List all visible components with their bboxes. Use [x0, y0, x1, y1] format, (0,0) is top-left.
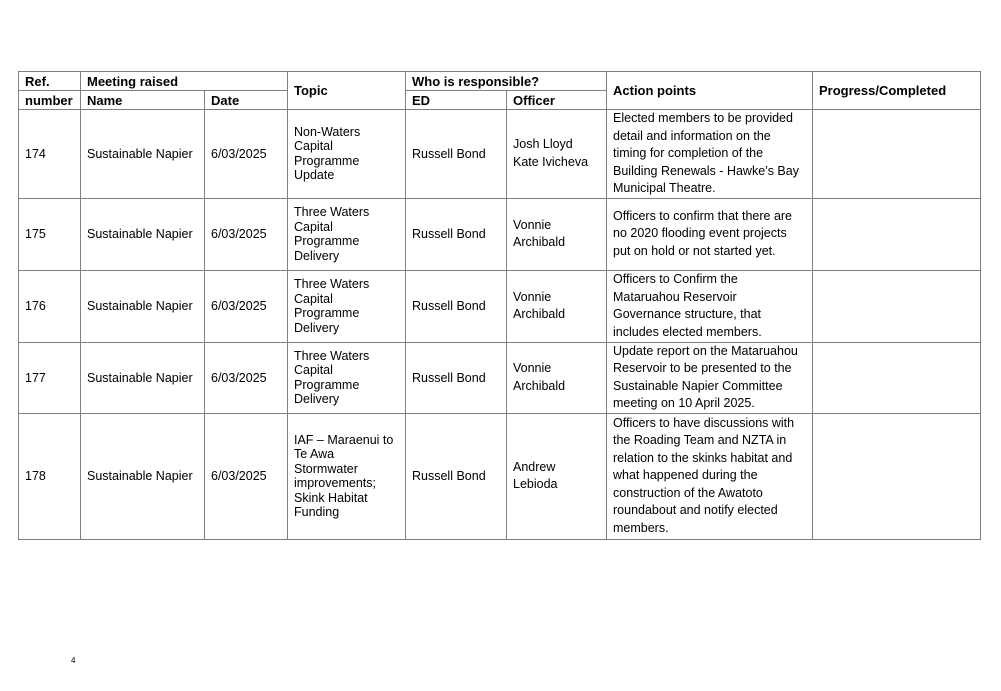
- topic-cell-line: Capital: [294, 291, 333, 306]
- officer-cell: [507, 413, 607, 539]
- progress-cell: [813, 413, 981, 539]
- officer-cell-line: Vonnie: [513, 361, 552, 375]
- ref-cell: 175: [19, 198, 81, 270]
- table-row: [19, 110, 981, 199]
- action-cell: Elected members to be provided detail and information on the timing for completion of the Building Renewals - Hawke’s Bay Municipal Theatre.: [607, 110, 813, 199]
- progress-cell: [813, 198, 981, 270]
- topic-cell-line: Delivery: [294, 320, 340, 335]
- topic-cell: [288, 342, 406, 413]
- table-row: [19, 413, 981, 539]
- page-number: 4: [71, 656, 76, 665]
- date-cell: 6/03/2025: [205, 342, 288, 413]
- officer-cell-line: Archibald: [513, 235, 566, 249]
- name-cell: Sustainable Napier: [81, 413, 205, 539]
- date-cell: 6/03/2025: [205, 413, 288, 539]
- topic-cell-line: Stormwater: [294, 461, 358, 476]
- progress-cell: [813, 110, 981, 199]
- ed-cell: Russell Bond: [406, 342, 507, 413]
- topic-cell-line: IAF – Maraenui to: [294, 432, 394, 447]
- topic-cell-line: Programme: [294, 234, 360, 248]
- topic-cell-line: Programme: [294, 306, 360, 320]
- ref-cell: 178: [19, 413, 81, 539]
- officer-cell-line: Kate Ivicheva: [513, 154, 589, 169]
- progress-cell: [813, 270, 981, 342]
- progress-cell: [813, 342, 981, 413]
- officer-cell-line: Andrew: [513, 459, 556, 474]
- topic-cell-line: Skink Habitat: [294, 490, 368, 505]
- ref-cell: 176: [19, 270, 81, 342]
- name-cell: Sustainable Napier: [81, 342, 205, 413]
- topic-cell-line: Non-Waters: [294, 124, 361, 139]
- topic-cell-line: Programme: [294, 153, 360, 168]
- officer-cell: [507, 198, 607, 270]
- topic-cell-line: Three Waters: [294, 277, 370, 291]
- header-topic: Topic: [288, 72, 406, 110]
- action-cell: Officers to confirm that there are no 2020 flooding event projects put on hold or not started yet.: [607, 198, 813, 270]
- ref-cell: 177: [19, 342, 81, 413]
- topic-cell-line: Programme: [294, 377, 360, 392]
- header-progress: Progress/Completed: [813, 72, 981, 110]
- date-cell: 6/03/2025: [205, 110, 288, 199]
- ref-cell: 174: [19, 110, 81, 199]
- ed-cell: Russell Bond: [406, 110, 507, 199]
- action-cell: Update report on the Mataruahou Reservoir to be presented to the Sustainable Napier Committee meeting on 10 April 2025.: [607, 342, 813, 413]
- header-number: number: [19, 91, 81, 110]
- topic-cell: [288, 270, 406, 342]
- header-date: Date: [205, 91, 288, 110]
- ed-cell: Russell Bond: [406, 270, 507, 342]
- topic-cell: [288, 413, 406, 539]
- topic-cell-line: Three Waters: [294, 205, 370, 219]
- topic-cell-line: Te Awa: [294, 447, 335, 461]
- topic-cell-line: Capital: [294, 219, 333, 234]
- header-ed: ED: [406, 91, 507, 110]
- topic-cell-line: Delivery: [294, 248, 340, 263]
- header-who-responsible: Who is responsible?: [406, 72, 607, 91]
- topic-cell-line: Funding: [294, 505, 340, 519]
- officer-cell-line: Lebioda: [513, 477, 558, 491]
- officer-cell-line: Vonnie: [513, 289, 552, 304]
- officer-cell-line: Josh Lloyd: [513, 137, 573, 152]
- name-cell: Sustainable Napier: [81, 198, 205, 270]
- name-cell: Sustainable Napier: [81, 270, 205, 342]
- ed-cell: Russell Bond: [406, 198, 507, 270]
- table-row: [19, 270, 981, 342]
- topic-cell: [288, 198, 406, 270]
- action-cell: Officers to have discussions with the Roading Team and NZTA in relation to the skinks habitat and what happened during the construction of the Awatoto roundabout and notify elected members.: [607, 413, 813, 539]
- header-meeting-raised: Meeting raised: [81, 72, 288, 91]
- topic-cell-line: improvements;: [294, 476, 376, 490]
- date-cell: 6/03/2025: [205, 270, 288, 342]
- ed-cell: Russell Bond: [406, 413, 507, 539]
- action-points-table: [18, 71, 981, 540]
- officer-cell: [507, 342, 607, 413]
- topic-cell-line: Capital: [294, 139, 333, 154]
- table-row: [19, 198, 981, 270]
- header-officer: Officer: [507, 91, 607, 110]
- topic-cell-line: Delivery: [294, 392, 340, 406]
- officer-cell: [507, 270, 607, 342]
- name-cell: Sustainable Napier: [81, 110, 205, 199]
- topic-cell: [288, 110, 406, 199]
- officer-cell-line: Vonnie: [513, 217, 552, 232]
- topic-cell-line: Update: [294, 168, 335, 183]
- officer-cell: [507, 110, 607, 199]
- table-row: [19, 342, 981, 413]
- officer-cell-line: Archibald: [513, 307, 566, 321]
- header-ref: Ref.: [19, 72, 81, 91]
- officer-cell-line: Archibald: [513, 378, 566, 393]
- header-name: Name: [81, 91, 205, 110]
- topic-cell-line: Three Waters: [294, 348, 370, 363]
- header-action-points: Action points: [607, 72, 813, 110]
- topic-cell-line: Capital: [294, 363, 333, 377]
- date-cell: 6/03/2025: [205, 198, 288, 270]
- action-cell: Officers to Confirm the Mataruahou Reservoir Governance structure, that includes elected members.: [607, 270, 813, 342]
